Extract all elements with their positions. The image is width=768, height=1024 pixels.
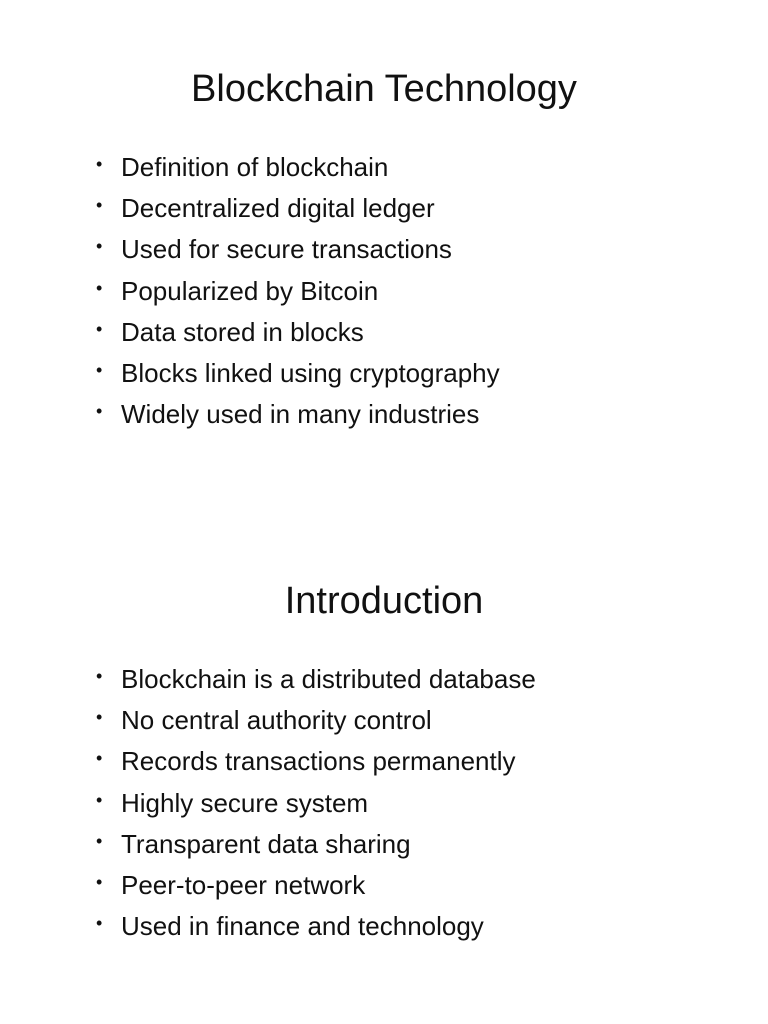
bullet-text: Highly secure system [121,787,369,818]
bullet-text: Used for secure transactions [121,234,452,265]
bullet-text: Decentralized digital ledger [121,192,435,223]
bullet-text: Blockchain is a distributed database [121,663,536,694]
list-item [96,146,500,187]
bullet-text: Records transactions permanently [121,746,516,777]
list-item [96,741,536,782]
list-item [96,658,536,699]
list-item [96,187,500,228]
bullet-icon: • [96,236,103,257]
list-item [96,270,500,311]
bullet-text: Widely used in many industries [121,399,480,430]
list-item [96,352,500,393]
slide-introduction [0,512,768,1024]
list-item [96,311,500,352]
list-item [96,229,500,270]
bullet-text: Definition of blockchain [121,151,389,182]
bullet-icon: • [96,318,103,339]
bullet-text: No central authority control [121,704,432,735]
bullet-icon: • [96,665,103,686]
bullet-text: Used in finance and technology [121,911,484,942]
list-item [96,823,536,864]
bullet-list [96,658,536,947]
bullet-icon: • [96,194,103,215]
bullet-text: Popularized by Bitcoin [121,275,379,306]
bullet-text: Transparent data sharing [121,828,411,859]
bullet-text: Data stored in blocks [121,316,364,347]
list-item [96,906,536,947]
list-item [96,864,536,905]
bullet-text: Peer-to-peer network [121,870,366,901]
bullet-icon: • [96,706,103,727]
slide-title: Blockchain Technology [191,68,577,110]
bullet-icon: • [96,748,103,769]
bullet-list [96,146,500,435]
bullet-icon: • [96,789,103,810]
bullet-icon: • [96,153,103,174]
bullet-text: Blocks linked using cryptography [121,358,500,389]
bullet-icon: • [96,360,103,381]
slide-title: Introduction [284,580,484,622]
bullet-icon: • [96,277,103,298]
bullet-icon: • [96,913,103,934]
bullet-icon: • [96,830,103,851]
list-item [96,394,500,435]
list-item [96,699,536,740]
list-item [96,782,536,823]
bullet-icon: • [96,872,103,893]
bullet-icon: • [96,401,103,422]
